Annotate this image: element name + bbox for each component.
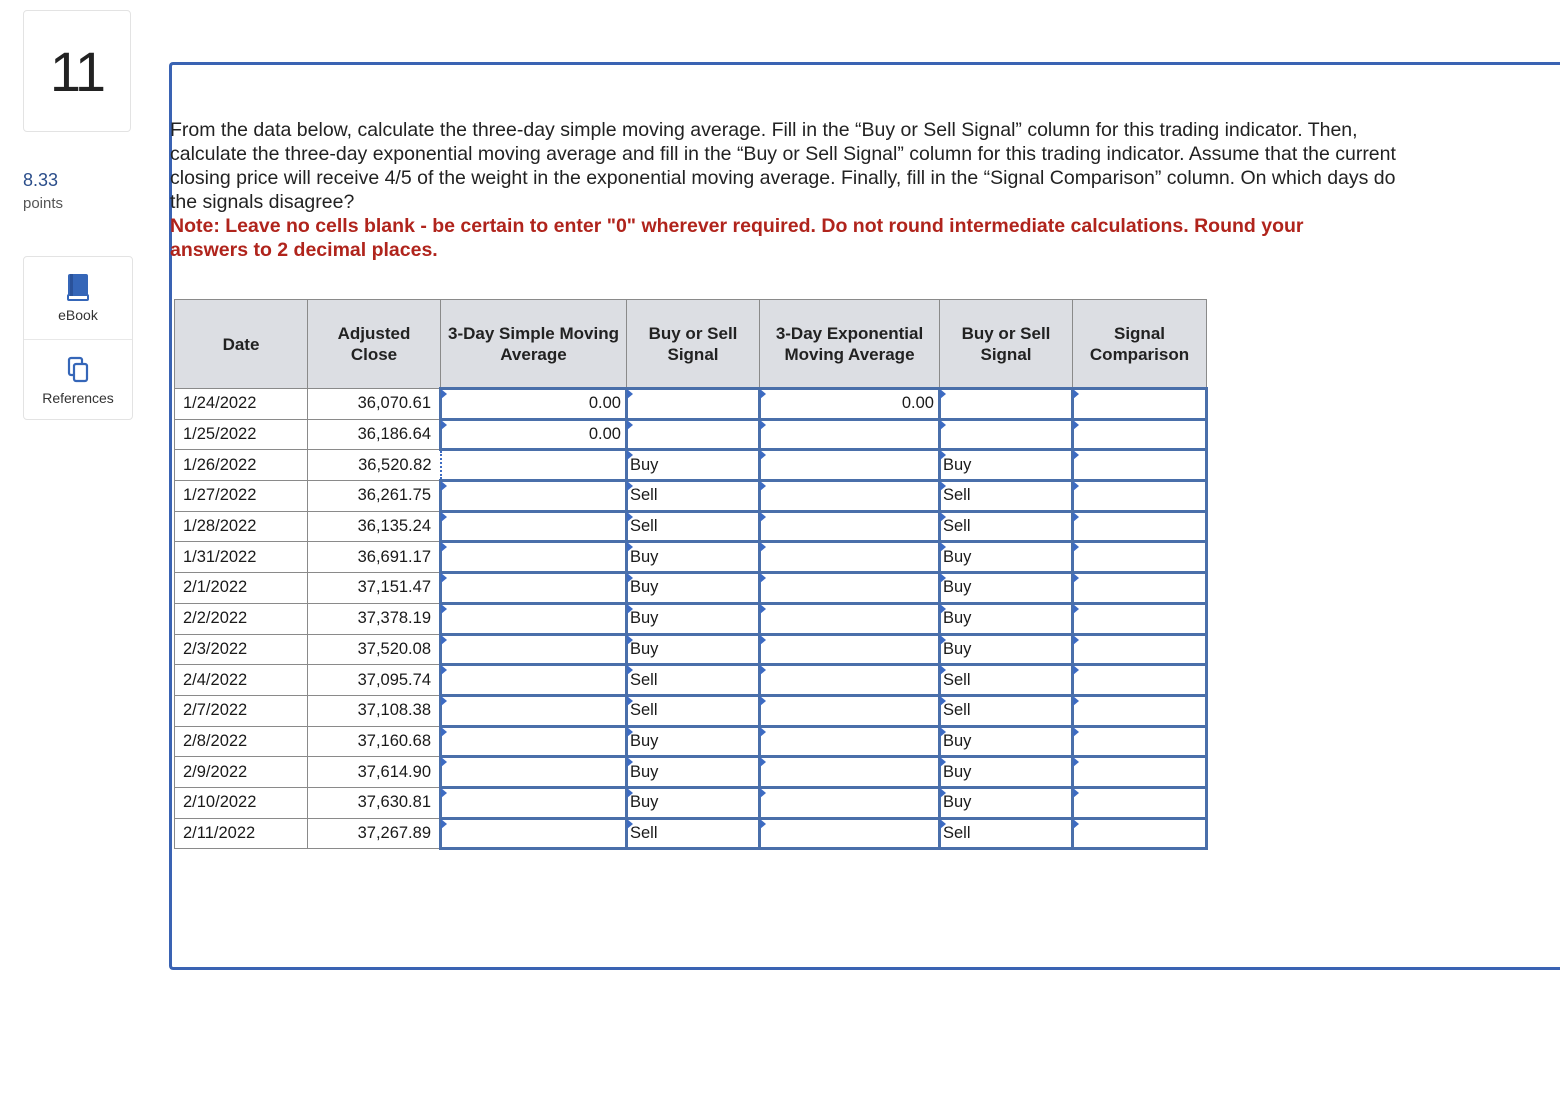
- date-cell-value: 1/31/2022: [183, 547, 257, 566]
- date-cell-value: 2/7/2022: [183, 701, 248, 720]
- adjusted-close-cell-value: 36,261.75: [357, 486, 431, 505]
- ema-signal-select[interactable]: [940, 542, 1073, 573]
- sma-signal-select[interactable]: [627, 481, 760, 512]
- ema-signal-select[interactable]: [940, 757, 1073, 788]
- adjusted-close-cell: [308, 511, 441, 542]
- ema-input[interactable]: [760, 542, 940, 573]
- sma-input[interactable]: [441, 726, 627, 757]
- signal-comparison-input[interactable]: [1073, 542, 1207, 573]
- adjusted-close-cell: [308, 603, 441, 634]
- points-label: points: [23, 195, 64, 212]
- sma-input-value: 0.00: [588, 394, 621, 413]
- references-button[interactable]: [24, 339, 132, 421]
- sma-signal-select-value: Buy: [630, 762, 659, 781]
- adjusted-close-cell-value: 36,070.61: [357, 394, 431, 413]
- ema-signal-select[interactable]: [940, 419, 1073, 450]
- ema-input[interactable]: [760, 573, 940, 604]
- adjusted-close-cell: [308, 757, 441, 788]
- sma-signal-select[interactable]: [627, 511, 760, 542]
- sma-input[interactable]: [441, 573, 627, 604]
- header-adjusted-close: Adjusted Close: [308, 300, 441, 389]
- date-cell-value: 2/3/2022: [183, 639, 248, 658]
- ema-input[interactable]: [760, 757, 940, 788]
- date-cell: [175, 665, 308, 696]
- header-date: Date: [175, 300, 308, 389]
- ema-input-value: 0.00: [901, 394, 934, 413]
- ema-signal-select-value: Sell: [943, 486, 971, 505]
- sma-input[interactable]: [441, 787, 627, 818]
- date-cell: [175, 757, 308, 788]
- date-cell: [175, 603, 308, 634]
- adjusted-close-cell-value: 37,520.08: [357, 639, 431, 658]
- sma-input[interactable]: [441, 389, 627, 420]
- ema-signal-select-value: Sell: [943, 517, 971, 536]
- date-cell: [175, 542, 308, 573]
- adjusted-close-cell: [308, 389, 441, 420]
- ebook-button[interactable]: [24, 257, 132, 339]
- ema-signal-select-value: Sell: [943, 701, 971, 720]
- date-cell: [175, 573, 308, 604]
- sma-signal-select[interactable]: [627, 695, 760, 726]
- ema-signal-select[interactable]: [940, 481, 1073, 512]
- header-sma: 3-Day Simple Moving Average: [441, 300, 627, 389]
- adjusted-close-cell-value: 37,378.19: [357, 609, 431, 628]
- date-cell: [175, 695, 308, 726]
- ema-input[interactable]: [760, 818, 940, 849]
- header-ema: 3-Day Exponential Moving Average: [760, 300, 940, 389]
- adjusted-close-cell-value: 36,186.64: [357, 425, 431, 444]
- sma-input[interactable]: [441, 665, 627, 696]
- sma-signal-select-value: Sell: [630, 701, 658, 720]
- sma-signal-select[interactable]: [627, 757, 760, 788]
- ema-input[interactable]: [760, 787, 940, 818]
- signal-comparison-input[interactable]: [1073, 665, 1207, 696]
- copy-icon: [66, 356, 90, 384]
- sma-signal-select-value: Buy: [630, 609, 659, 628]
- sma-signal-select-value: Buy: [630, 547, 659, 566]
- ema-input[interactable]: [760, 603, 940, 634]
- sma-signal-select[interactable]: [627, 389, 760, 420]
- sma-signal-select-value: Sell: [630, 517, 658, 536]
- table-row: [175, 757, 1207, 788]
- question-number-text: 11: [49, 39, 105, 103]
- adjusted-close-cell: [308, 419, 441, 450]
- sma-signal-select[interactable]: [627, 603, 760, 634]
- date-cell: [175, 818, 308, 849]
- ema-signal-select[interactable]: [940, 726, 1073, 757]
- points-indicator: [23, 170, 63, 212]
- ema-signal-select[interactable]: [940, 695, 1073, 726]
- signal-comparison-input[interactable]: [1073, 481, 1207, 512]
- ema-input[interactable]: [760, 726, 940, 757]
- sma-signal-select-value: Buy: [630, 731, 659, 750]
- adjusted-close-cell: [308, 695, 441, 726]
- header-sma-signal: Buy or Sell Signal: [627, 300, 760, 389]
- sma-signal-select-value: Sell: [630, 486, 658, 505]
- signal-comparison-input[interactable]: [1073, 787, 1207, 818]
- date-cell-value: 2/8/2022: [183, 731, 248, 750]
- ema-signal-select[interactable]: [940, 389, 1073, 420]
- ema-signal-select-value: Buy: [943, 731, 972, 750]
- signal-comparison-input[interactable]: [1073, 634, 1207, 665]
- sma-signal-select-value: Buy: [630, 639, 659, 658]
- adjusted-close-cell: [308, 634, 441, 665]
- table-header-row: [175, 300, 1207, 389]
- date-cell-value: 1/25/2022: [183, 425, 257, 444]
- ema-signal-select-value: Buy: [943, 455, 972, 474]
- ema-signal-select[interactable]: [940, 511, 1073, 542]
- ema-input[interactable]: [760, 634, 940, 665]
- question-note: Note: Leave no cells blank - be certain to enter "0" wherever required. Do not round intermediate calculations. Round your answers to 2 decimal places.: [170, 215, 1304, 261]
- ema-input[interactable]: [760, 695, 940, 726]
- sma-input[interactable]: [441, 818, 627, 849]
- ema-input[interactable]: [760, 419, 940, 450]
- adjusted-close-cell: [308, 665, 441, 696]
- references-label: References: [42, 389, 114, 406]
- date-cell: [175, 787, 308, 818]
- date-cell-value: 1/24/2022: [183, 394, 257, 413]
- sma-signal-select[interactable]: [627, 634, 760, 665]
- ema-signal-select[interactable]: [940, 787, 1073, 818]
- date-cell-value: 1/28/2022: [183, 517, 257, 536]
- table-row: [175, 389, 1207, 420]
- sma-input[interactable]: [441, 419, 627, 450]
- table-row: [175, 665, 1207, 696]
- table-row: [175, 726, 1207, 757]
- signal-comparison-input[interactable]: [1073, 450, 1207, 481]
- signal-comparison-input[interactable]: [1073, 419, 1207, 450]
- adjusted-close-cell: [308, 787, 441, 818]
- ema-signal-select-value: Buy: [943, 793, 972, 812]
- adjusted-close-cell-value: 37,108.38: [357, 701, 431, 720]
- ema-signal-select-value: Buy: [943, 639, 972, 658]
- date-cell-value: 2/9/2022: [183, 762, 248, 781]
- sma-signal-select[interactable]: [627, 573, 760, 604]
- date-cell-value: 2/1/2022: [183, 578, 248, 597]
- resource-tools: [23, 256, 133, 420]
- adjusted-close-cell-value: 37,095.74: [357, 670, 431, 689]
- signal-comparison-input[interactable]: [1073, 573, 1207, 604]
- ema-signal-select-value: Buy: [943, 578, 972, 597]
- ebook-label: eBook: [58, 307, 98, 323]
- adjusted-close-cell-value: 37,630.81: [357, 793, 431, 812]
- adjusted-close-cell-value: 36,691.17: [357, 547, 431, 566]
- ema-signal-select[interactable]: [940, 450, 1073, 481]
- date-cell-value: 2/10/2022: [183, 793, 257, 812]
- book-icon: [66, 273, 90, 301]
- sma-signal-select[interactable]: [627, 665, 760, 696]
- sma-signal-select-value: Sell: [630, 823, 658, 842]
- adjusted-close-cell-value: 36,520.82: [358, 455, 432, 474]
- date-cell: [175, 634, 308, 665]
- ema-input[interactable]: [760, 481, 940, 512]
- date-cell: [175, 726, 308, 757]
- ema-signal-select[interactable]: [940, 665, 1073, 696]
- sma-input[interactable]: [441, 450, 627, 481]
- adjusted-close-cell: [308, 573, 441, 604]
- ema-signal-select-value: Sell: [943, 670, 971, 689]
- adjusted-close-cell-value: 37,267.89: [357, 823, 431, 842]
- points-value: 8.33: [23, 170, 59, 190]
- ema-signal-select[interactable]: [940, 818, 1073, 849]
- ema-input[interactable]: [760, 511, 940, 542]
- sma-input[interactable]: [441, 511, 627, 542]
- sma-input[interactable]: [441, 634, 627, 665]
- sma-signal-select-value: Buy: [630, 455, 659, 474]
- table-row: [175, 695, 1207, 726]
- header-ema-signal: Buy or Sell Signal: [940, 300, 1073, 389]
- table-row: [175, 542, 1207, 573]
- sma-input[interactable]: [441, 481, 627, 512]
- sma-signal-select[interactable]: [627, 450, 760, 481]
- ema-signal-select[interactable]: [940, 603, 1073, 634]
- date-cell-value: 2/4/2022: [183, 670, 248, 689]
- date-cell: [175, 450, 308, 481]
- signal-comparison-input[interactable]: [1073, 818, 1207, 849]
- table-row: [175, 419, 1207, 450]
- date-cell: [175, 389, 308, 420]
- ema-input[interactable]: [760, 389, 940, 420]
- ema-signal-select-value: Sell: [943, 823, 971, 842]
- table-row: [175, 634, 1207, 665]
- table-row: [175, 573, 1207, 604]
- sma-signal-select-value: Buy: [630, 578, 659, 597]
- adjusted-close-cell: [308, 450, 441, 481]
- table-row: [175, 603, 1207, 634]
- adjusted-close-cell-value: 36,135.24: [357, 517, 431, 536]
- signal-comparison-input[interactable]: [1073, 757, 1207, 788]
- table-row: [175, 511, 1207, 542]
- adjusted-close-cell: [308, 481, 441, 512]
- adjusted-close-cell-value: 37,614.90: [357, 762, 431, 781]
- date-cell: [175, 481, 308, 512]
- date-cell-value: 1/26/2022: [183, 455, 257, 474]
- sma-signal-select[interactable]: [627, 419, 760, 450]
- sma-signal-select-value: Sell: [630, 670, 658, 689]
- date-cell-value: 2/2/2022: [183, 609, 248, 628]
- sma-signal-select-value: Buy: [630, 793, 659, 812]
- table-row: [175, 481, 1207, 512]
- sma-signal-select[interactable]: [627, 787, 760, 818]
- table-row: [175, 818, 1207, 849]
- ema-input[interactable]: [760, 450, 940, 481]
- sma-input[interactable]: [441, 542, 627, 573]
- sma-input-value: 0.00: [588, 425, 621, 444]
- sma-signal-select[interactable]: [627, 818, 760, 849]
- signal-comparison-input[interactable]: [1073, 389, 1207, 420]
- date-cell: [175, 419, 308, 450]
- ema-signal-select-value: Buy: [943, 762, 972, 781]
- signal-comparison-input[interactable]: [1073, 726, 1207, 757]
- date-cell-value: 1/27/2022: [183, 486, 257, 505]
- question-number: [23, 10, 131, 132]
- question-prompt: From the data below, calculate the three-day simple moving average. Fill in the “Buy or Sell Signal” column for this trading indicator. Then, calculate the three-day exponential moving average and fill in the “Buy or Sell Signal” column for this trading indicator. Assume that the current closing price will receive 4/5 of the weight in the exponential moving average. Finally, fill in the “Signal Comparison” column. On which days do the signals disagree?: [170, 119, 1396, 213]
- sma-input[interactable]: [441, 695, 627, 726]
- table-row: [175, 450, 1207, 481]
- sma-signal-select[interactable]: [627, 726, 760, 757]
- ema-signal-select-value: Buy: [943, 609, 972, 628]
- date-cell: [175, 511, 308, 542]
- sma-signal-select[interactable]: [627, 542, 760, 573]
- sma-input[interactable]: [441, 757, 627, 788]
- sma-input[interactable]: [441, 603, 627, 634]
- ema-signal-select-value: Buy: [943, 547, 972, 566]
- adjusted-close-cell: [308, 542, 441, 573]
- table-row: [175, 787, 1207, 818]
- header-signal-comparison: Signal Comparison: [1073, 300, 1207, 389]
- adjusted-close-cell-value: 37,160.68: [357, 731, 431, 750]
- signal-comparison-input[interactable]: [1073, 511, 1207, 542]
- data-table: [174, 299, 1208, 850]
- ema-signal-select[interactable]: [940, 634, 1073, 665]
- adjusted-close-cell: [308, 726, 441, 757]
- adjusted-close-cell: [308, 818, 441, 849]
- signal-comparison-input[interactable]: [1073, 695, 1207, 726]
- ema-signal-select[interactable]: [940, 573, 1073, 604]
- date-cell-value: 2/11/2022: [183, 823, 256, 842]
- ema-input[interactable]: [760, 665, 940, 696]
- signal-comparison-input[interactable]: [1073, 603, 1207, 634]
- adjusted-close-cell-value: 37,151.47: [357, 578, 431, 597]
